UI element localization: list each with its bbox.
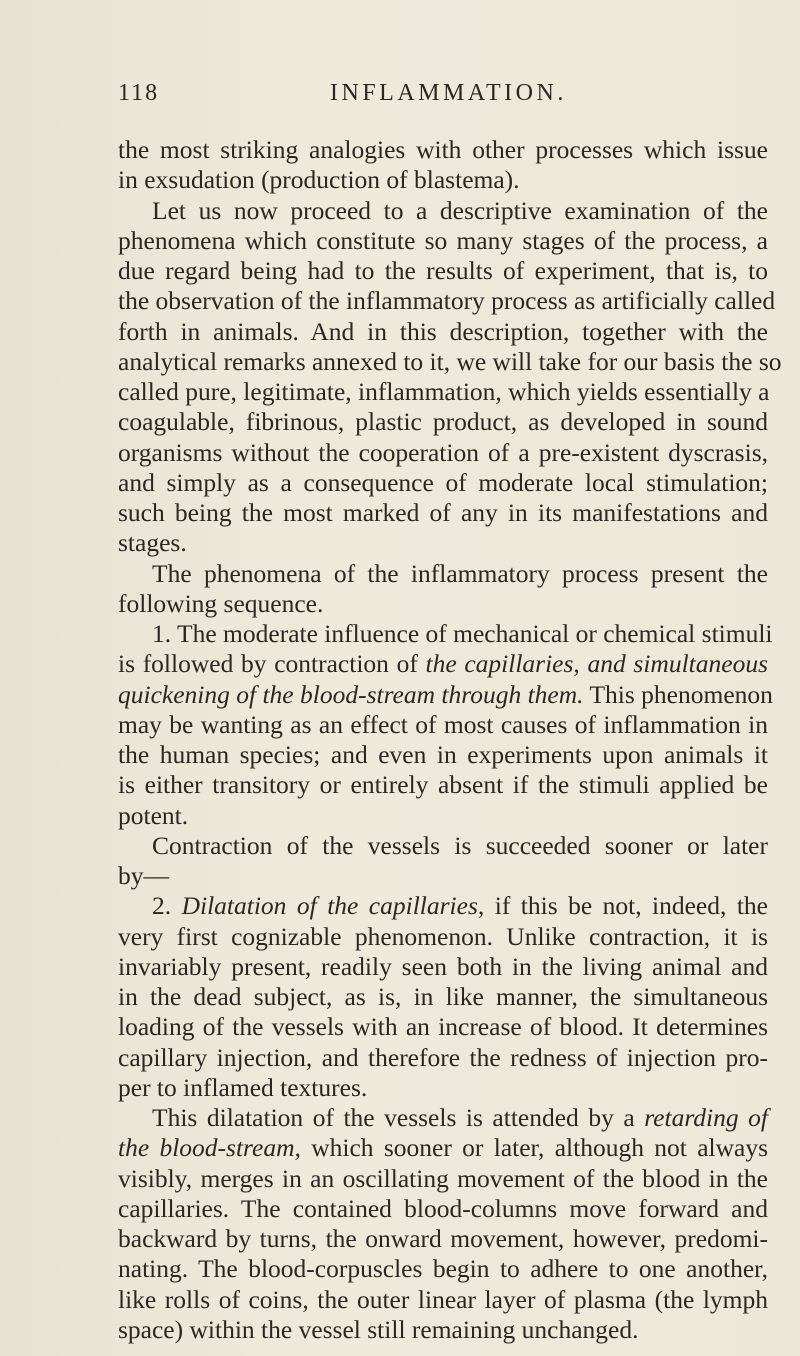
text-line: like rolls of coins, the outer linear layer of plasma (the lymph <box>118 1284 768 1314</box>
text-line: the human species; and even in experiments upon animals it <box>118 740 768 769</box>
text-line <box>118 679 773 710</box>
text-line: is either transitory or entirely absent if the stimuli applied be <box>118 770 768 800</box>
text-line: in the dead subject, as is, in like manner, the simultaneous <box>118 982 768 1011</box>
text-line: such being the most marked of any in its manifestations and <box>118 498 768 527</box>
text-line: called pure, legitimate, inflammation, which yields essentially a <box>118 377 770 406</box>
text-line: the observation of the inflammatory process as artificially called <box>118 286 776 316</box>
text-segment: is followed by contraction of <box>118 649 426 679</box>
text-line: per to inflamed textures. <box>118 1072 368 1102</box>
emphasis-text: retarding of <box>644 1103 769 1132</box>
text-line: loading of the vessels with an increase of blood. It determines <box>118 1012 768 1042</box>
text-line <box>118 649 768 679</box>
running-head: INFLAMMATION. <box>330 80 567 106</box>
text-line: potent. <box>118 800 189 830</box>
text-line: in exsudation (production of blastema). <box>118 165 520 195</box>
text-line: organisms without the cooperation of a pre-existent dyscrasis, <box>118 437 768 467</box>
text-line: coagulable, fibrinous, plastic product, as developed in sound <box>118 407 768 437</box>
text-line: the most striking analogies with other processes which issue <box>118 135 768 164</box>
emphasis-text: quickening of the blood-stream through them. <box>118 679 584 709</box>
text-line <box>152 1103 768 1133</box>
text-segment: if this be not, indeed, the <box>484 891 768 921</box>
text-line: by— <box>118 861 169 890</box>
text-line: Contraction of the vessels is succeeded sooner or later <box>152 830 768 860</box>
text-line: nating. The blood-corpuscles begin to adhere to one another, <box>118 1254 768 1284</box>
text-line: capillaries. The contained blood-columns move forward and <box>118 1193 768 1223</box>
text-line: backward by turns, the onward movement, however, predomi- <box>118 1224 768 1253</box>
text-segment: This dilatation of the vessels is attended by a <box>152 1103 645 1132</box>
text-line: and simply as a consequence of moderate local stimulation; <box>118 467 768 497</box>
text-line <box>152 891 768 921</box>
page-header <box>118 80 758 112</box>
text-line: capillary injection, and therefore the redness of injection pro- <box>118 1042 768 1072</box>
text-line: visibly, merges in an oscillating movement of the blood in the <box>118 1163 768 1193</box>
emphasis-text: Dilatation of the capillaries, <box>181 891 485 921</box>
text-line: following sequence. <box>118 588 324 618</box>
text-line: analytical remarks annexed to it, we will take for our basis the so <box>118 346 782 376</box>
text-line: Let us now proceed to a descriptive examination of the <box>152 195 768 225</box>
text-line: forth in animals. And in this description, together with the <box>118 316 768 346</box>
page-number: 118 <box>118 80 160 106</box>
text-line <box>118 1133 768 1163</box>
text-line: may be wanting as an effect of most causes of inflammation in <box>118 709 768 739</box>
text-line: due regard being had to the results of experiment, that is, to <box>118 256 768 285</box>
text-segment: This phenomenon <box>583 679 773 709</box>
text-line: very first cognizable phenomenon. Unlike contraction, it is <box>118 921 768 951</box>
text-line: space) within the vessel still remaining unchanged. <box>118 1314 639 1344</box>
text-line: The phenomena of the inflammatory process present the <box>152 558 768 588</box>
text-line: 1. The moderate influence of mechanical or chemical stimuli <box>152 619 773 648</box>
emphasis-text: the capillaries, and simultaneous <box>425 649 768 679</box>
emphasis-text: the blood-stream, <box>118 1133 301 1163</box>
text-segment: which sooner or later, although not always <box>300 1133 769 1163</box>
text-line: stages. <box>118 528 187 558</box>
text-line: invariably present, readily seen both in the living animal and <box>118 951 768 981</box>
text-segment: 2. <box>152 891 182 921</box>
text-line: phenomena which constitute so many stages of the process, a <box>118 225 768 255</box>
